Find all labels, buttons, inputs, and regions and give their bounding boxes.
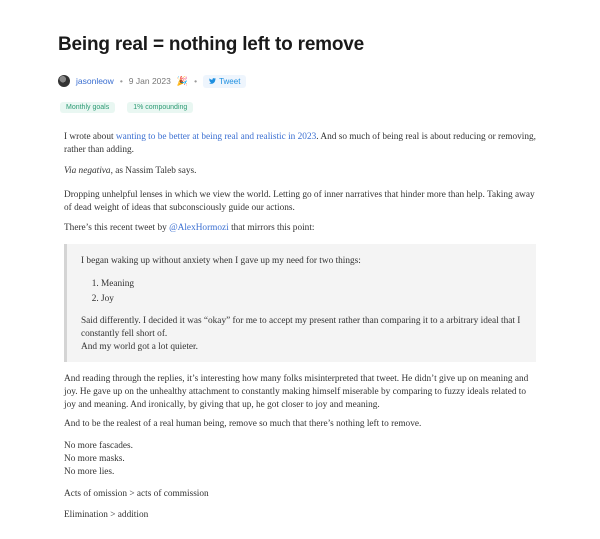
text: No more lies. <box>64 467 115 477</box>
text: that mirrors this point: <box>228 223 315 233</box>
text: No more masks. <box>64 454 125 464</box>
paragraph <box>64 131 536 157</box>
paragraph: And to be the realest of a real human being, remove so much that there’s nothing left to remove. <box>64 419 422 429</box>
text: I wrote about <box>64 132 116 142</box>
list-item: 2. Joy <box>101 292 522 307</box>
tag-compounding[interactable]: 1% compounding <box>127 102 193 113</box>
text: No more fascades. <box>64 441 133 451</box>
blockquote <box>64 244 536 362</box>
quote-paragraph <box>81 315 522 354</box>
party-emoji: 🎉 <box>176 75 189 86</box>
post-date: 9 Jan 2023 <box>128 76 171 86</box>
paragraph: Acts of omission > acts of commission <box>64 489 209 499</box>
tag-list <box>60 102 193 113</box>
tweet-label: Tweet <box>219 76 241 86</box>
quote-intro: I began waking up without anxiety when I gave up my need for two things: <box>81 256 361 266</box>
author-avatar[interactable] <box>58 75 70 87</box>
mention-link[interactable]: @AlexHormozi <box>169 223 229 233</box>
text: There’s this recent tweet by <box>64 223 170 233</box>
paragraph <box>64 222 315 235</box>
paragraph: And reading through the replies, it’s interesting how many folks misinterpreted that tweet. He didn’t give up on meaning and joy. He gave up on the unhealthy attachment to constantly making himself miserable by comparing to fuzzy ideals related to joy and meaning. And ironically, by giving that up, he got closer to joy and meaning. <box>64 374 529 410</box>
post-title: Being real = nothing left to remove <box>58 34 365 55</box>
text: Said differently. I decided it was “okay” for me to accept my present rather than comparing it to a arbitrary ideal that I constantly fell short of. <box>81 316 521 339</box>
meta-separator: • <box>119 76 123 86</box>
emphasis-text: Via negativa <box>64 166 111 176</box>
meta-separator: • <box>194 76 198 86</box>
text: . And so much of being real is about reducing or removing, rather than adding. <box>64 132 536 155</box>
paragraph <box>64 440 133 479</box>
paragraph: Elimination > addition <box>64 510 149 520</box>
text: And my world got a lot quieter. <box>81 342 198 352</box>
paragraph: Dropping unhelpful lenses in which we view the world. Letting go of inner narratives that hinder more than help. Taking away of dead weight of ideas that subconsciously guide our actions. <box>64 190 535 213</box>
twitter-bird-icon <box>209 78 216 84</box>
list-item: 1. Meaning <box>101 277 522 292</box>
text: , as Nassim Taleb says. <box>110 166 197 176</box>
author-link[interactable]: jasonleow <box>76 76 114 86</box>
tweet-button[interactable] <box>203 75 246 88</box>
inline-link[interactable]: wanting to be better at being real and realistic in 2023 <box>115 132 317 142</box>
tag-monthly-goals[interactable]: Monthly goals <box>60 102 115 113</box>
paragraph <box>64 165 197 178</box>
quote-list <box>81 277 522 307</box>
post-meta <box>58 73 246 89</box>
